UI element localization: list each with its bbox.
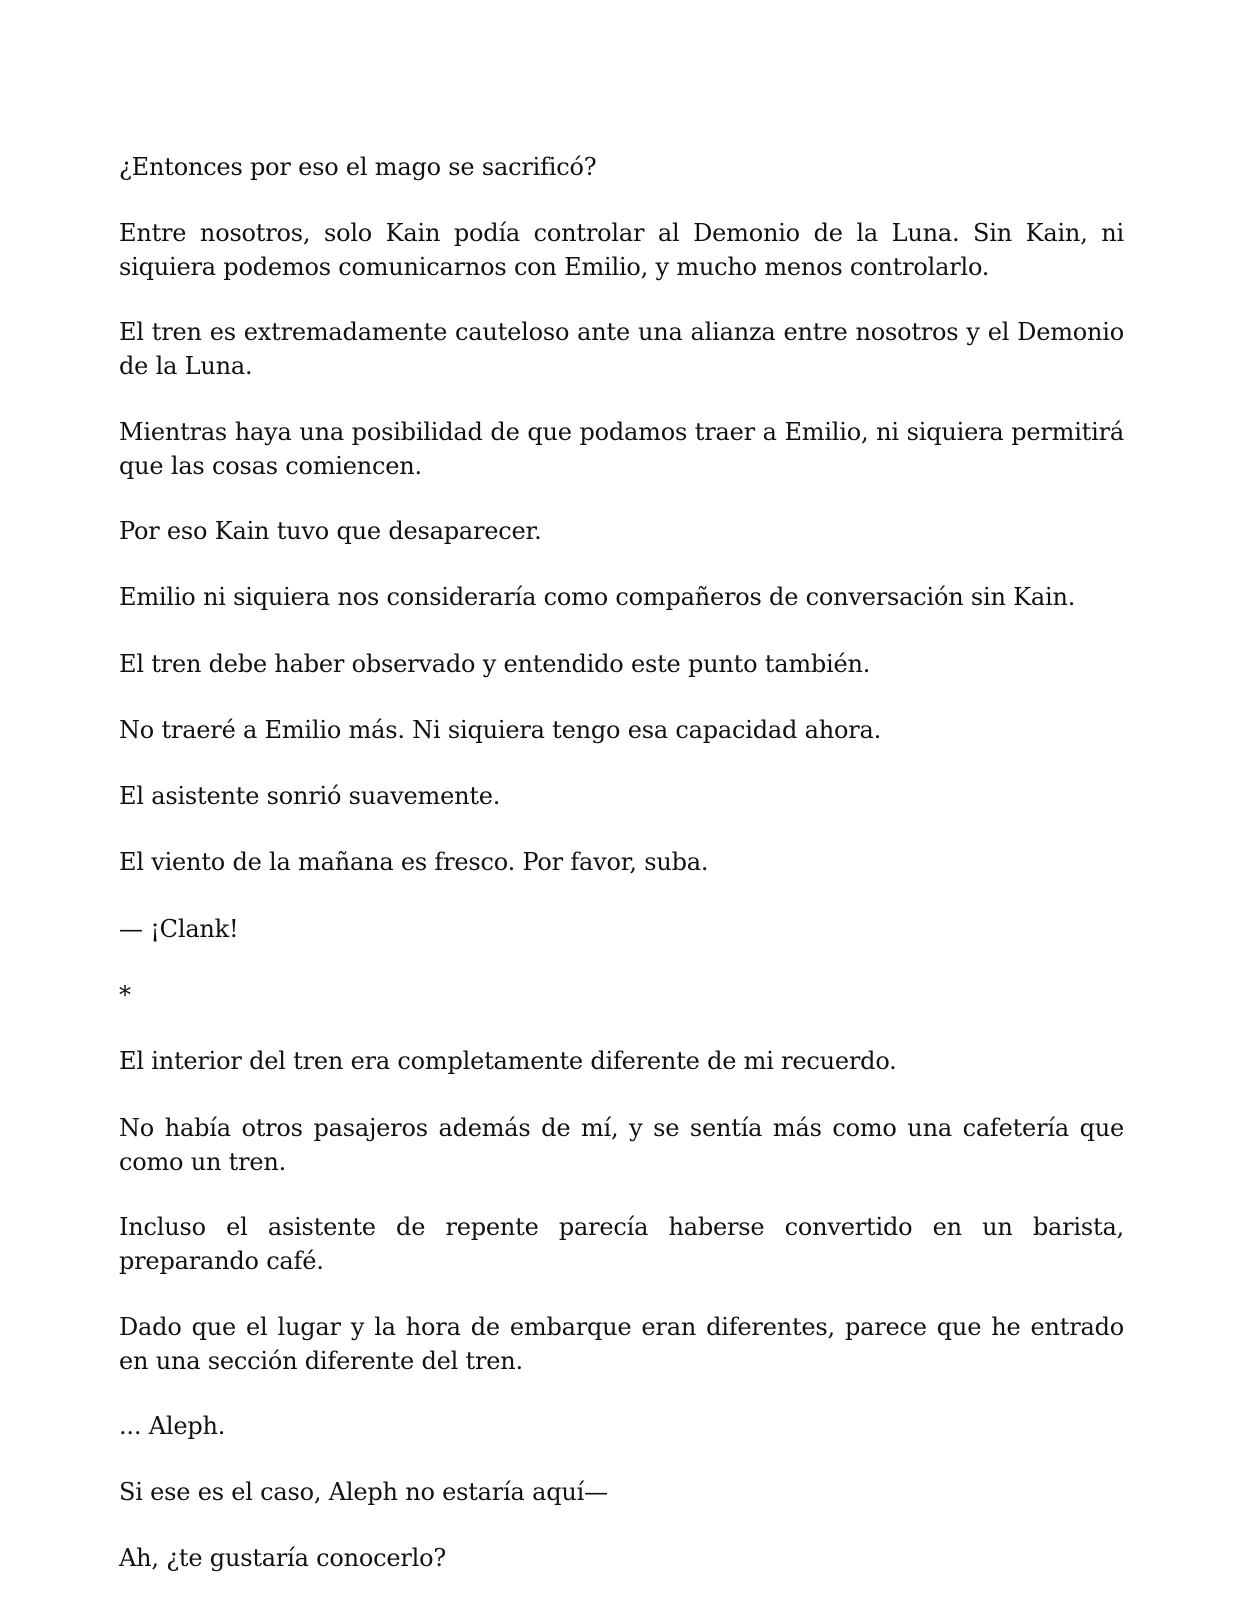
paragraph: El tren debe haber observado y entendido este punto también. [119,650,871,678]
paragraph: No había otros pasajeros además de mí, y se sentía más como una cafetería que como un tren. [119,1114,1124,1176]
paragraph: Si ese es el caso, Aleph no estaría aquí— [119,1478,608,1506]
paragraph: — ¡Clank! [119,915,239,943]
paragraph: Mientras haya una posibilidad de que podamos traer a Emilio, ni siquiera permitirá que las cosas comiencen. [119,418,1124,480]
paragraph: El tren es extremadamente cauteloso ante una alianza entre nosotros y el Demonio de la Luna. [119,318,1124,380]
paragraph: Entre nosotros, solo Kain podía controlar al Demonio de la Luna. Sin Kain, ni siquiera podemos comunicarnos con Emilio, y mucho menos controlarlo. [119,219,1124,281]
paragraph: Por eso Kain tuvo que desaparecer. [119,517,542,545]
paragraph: Dado que el lugar y la hora de embarque eran diferentes, parece que he entrado en una sección diferente del tren. [119,1313,1124,1375]
paragraph: Emilio ni siquiera nos consideraría como compañeros de conversación sin Kain. [119,583,1076,611]
section-break: * [119,981,131,1009]
paragraph: ¿Entonces por eso el mago se sacrificó? [119,153,597,181]
paragraph: El asistente sonrió suavemente. [119,782,501,810]
paragraph: Ah, ¿te gustaría conocerlo? [119,1544,447,1572]
paragraph: ... Aleph. [119,1412,226,1440]
paragraph: El interior del tren era completamente diferente de mi recuerdo. [119,1047,897,1075]
paragraph: No traeré a Emilio más. Ni siquiera tengo esa capacidad ahora. [119,716,882,744]
paragraph: El viento de la mañana es fresco. Por favor, suba. [119,848,709,876]
paragraph: Incluso el asistente de repente parecía haberse convertido en un barista, preparando café. [119,1213,1124,1275]
